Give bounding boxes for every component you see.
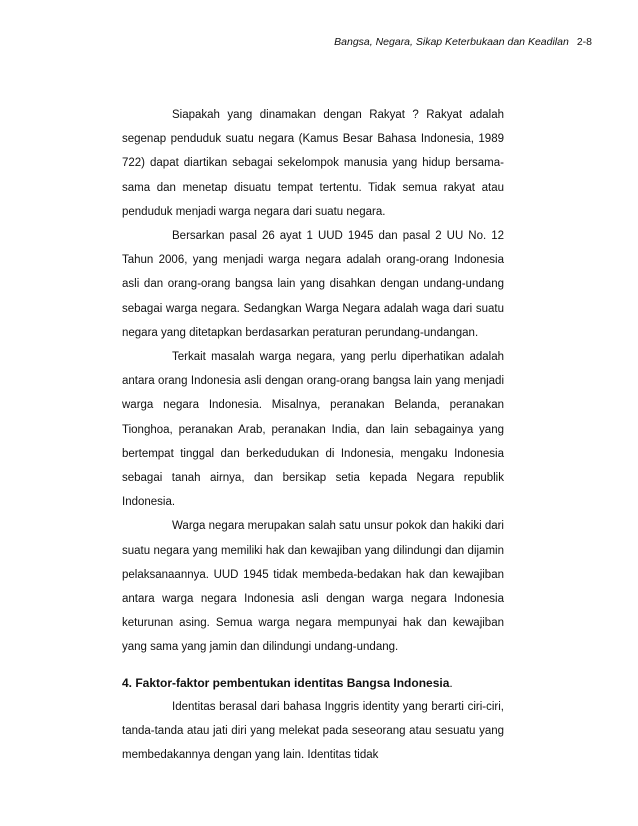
section-heading-period: . [449, 675, 453, 690]
page-header [334, 36, 592, 48]
header-title: Bangsa, Negara, Sikap Keterbukaan dan Keadilan [334, 36, 569, 48]
page-number: 2-8 [576, 36, 592, 48]
paragraph-identitas: Identitas berasal dari bahasa Inggris identity yang berarti ciri-ciri, tanda-tanda atau jati diri yang melekat pada seseorang atau sesuatu yang membedakannya dengan yang lain. Identitas tidak [122, 700, 504, 762]
page-body [122, 103, 504, 767]
section-heading [122, 671, 504, 695]
paragraph-hak-kewajiban: Warga negara merupakan salah satu unsur pokok dan hakiki dari suatu negara yang memiliki hak dan kewajiban yang dilindungi dan dijamin pelaksanaannya. UUD 1945 tidak membeda-bedakan hak dan kewajiban antara warga negara Indonesia asli dengan warga negara Indonesia keturunan asing. Semua warga negara mempunyai hak dan kewajiban yang sama yang jamin dan dilindungi undang-undang. [122, 520, 504, 654]
section-heading-text: 4. Faktor-faktor pembentukan identitas Bangsa Indonesia [122, 675, 450, 690]
paragraph-warga-negara-definition: Bersarkan pasal 26 ayat 1 UUD 1945 dan pasal 2 UU No. 12 Tahun 2006, yang menjadi warga negara adalah orang-orang Indonesia asli dan orang-orang bangsa lain yang disahkan dengan undang-undang sebagai warga negara. Sedangkan Warga Negara adalah waga dari suatu negara yang ditetapkan berdasarkan peraturan perundang-undangan. [122, 230, 504, 339]
paragraph-warga-negara-examples: Terkait masalah warga negara, yang perlu diperhatikan adalah antara orang Indonesia asli dengan orang-orang bangsa lain yang menjadi warga negara Indonesia. Misalnya, peranakan Belanda, peranakan Tionghoa, peranakan Arab, peranakan India, dan lain sebagainya yang bertempat tinggal dan berkedudukan di Indonesia, mengaku Indonesia sebagai tanah airnya, dan bersikap setia kepada Negara republik Indonesia. [122, 351, 504, 509]
paragraph-rakyat: Siapakah yang dinamakan dengan Rakyat ? Rakyat adalah segenap penduduk suatu negara (Kamus Besar Bahasa Indonesia, 1989 722) dapat diartikan sebagai sekelompok manusia yang hidup bersama-sama dan menetap disuatu tempat tertentu. Tidak semua rakyat atau penduduk menjadi warga negara dari suatu negara. [122, 109, 504, 218]
